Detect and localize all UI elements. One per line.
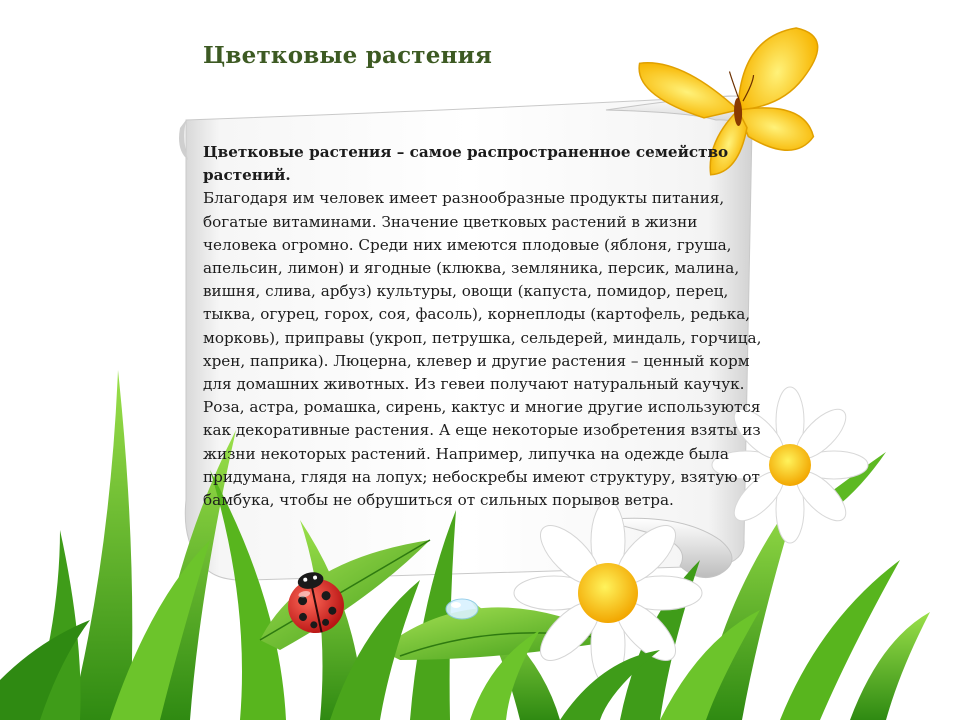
lead-sentence: Цветковые растения – самое распространенное семейство растений. xyxy=(203,143,729,185)
body-text xyxy=(203,141,773,512)
slide-title: Цветковые растения xyxy=(203,42,493,69)
body-paragraph: Благодаря им человек имеет разнообразные продукты питания, богатые витаминами. Значение цветковых растений в жизни человека огромно. Среди них имеются плодовые (яблоня, груша, апельсин, лимон) и ягодные (клюква, земляника, персик, малина, вишня, слива, арбуз) культуры, овощи (капуста, помидор, перец, тыква, огурец, горох, соя, фасоль), корнеплоды (картофель, редька, морковь), приправы (укроп, петрушка, сельдерей, миндаль, горчица, хрен, паприка). Люцерна, клевер и другие растения – ценный корм для домашних животных. Из гевеи получают натуральный каучук. Роза, астра, ромашка, сирень, кактус и многие другие используются как декоративные растения. А еще некоторые изобретения взяты из жизни некоторых растений. Например, липучка на одежде была придумана, глядя на лопух; небоскребы имеют структуру, взятую от бамбука, чтобы не обрушиться от сильных порывов ветра. xyxy=(203,189,762,510)
white-daisy xyxy=(514,501,702,685)
water-droplet xyxy=(446,599,478,619)
